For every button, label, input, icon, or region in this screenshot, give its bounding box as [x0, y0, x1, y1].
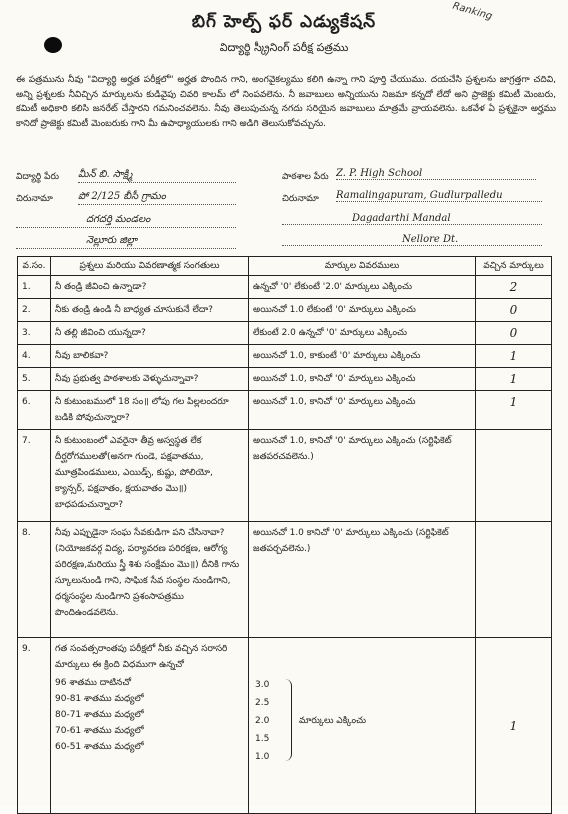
score-points: 1.0 — [255, 752, 270, 762]
row-number: 2. — [18, 299, 51, 322]
address2-line2[interactable]: Dagadarthi Mandal — [282, 213, 542, 225]
row-marks-detail: మార్కులు ఎక్కించు — [299, 716, 367, 726]
row-number: 3. — [18, 322, 51, 345]
row-marks-detail-cell — [249, 638, 476, 814]
address2-line3[interactable]: Nellore Dt. — [282, 234, 542, 246]
row-marks-detail: అయినచో 1.0, కానిచో '0' మార్కులు ఎక్కించు — [249, 391, 476, 430]
row-number: 5. — [18, 368, 51, 391]
header-question: ప్రశ్నలు మరియు వివరణాత్మక సంగతులు — [51, 257, 249, 276]
table-row — [18, 430, 552, 522]
row-marks-detail: అయినచో 1.0 లేకుంటే '0' మార్కులు ఎక్కించు — [249, 299, 476, 322]
row-score[interactable]: 1 — [476, 368, 552, 391]
header-marks-detail: మార్కుల వివరములు — [249, 257, 476, 276]
table-row — [18, 368, 552, 391]
row-marks-detail: అయినచో 1.0, కానిచో '0' మార్కులు ఎక్కించు — [249, 368, 476, 391]
student-name-row — [16, 172, 59, 186]
row-question: నీ కుటుంబములో 18 సం॥ లోపు గల పిల్లలందరూ బడికి పోవుచున్నారా? — [51, 391, 249, 430]
row-score[interactable]: 0 — [476, 299, 552, 322]
row-question: నీవు ఎప్పుడైనా సంఘ సేవకుడిగా పని చేసినావా? (నియోజకవర్గ విద్య, పర్యావరణ పరిరక్షణ, ఆరోగ్య పరిరక్షణ,మరియు స్త్రీ శిశు సంక్షేమం మొ॥) దీనికి గాను స్కూలునుండి గాని, సాఘిక సేవ సంస్థల నుండిగాని, ధర్మసంస్థల నుండిగాని ప్రశంసాపత్రము పొందిఉండవలెను. — [51, 522, 249, 638]
address2-label: చిరునామా — [282, 194, 319, 204]
score-points: 2.5 — [255, 698, 270, 708]
row-number: 1. — [18, 276, 51, 299]
row-number: 8. — [18, 522, 51, 638]
address-line2[interactable]: దగదర్తి మండలం — [16, 213, 236, 228]
row-question: నీ తల్లి జీవించి యున్నదా? — [51, 322, 249, 345]
form-title: బిగ్ హెల్ప్ ఫర్ ఎడ్యుకేషన్ — [191, 12, 377, 32]
address-label: చిరునామా — [16, 194, 53, 204]
row-marks-detail: లేకుంటే 2.0 ఉన్నచో '0' మార్కులు ఎక్కించు — [249, 322, 476, 345]
address-line3[interactable]: నెల్లూరు జిల్లా — [16, 234, 236, 249]
screening-table — [17, 256, 552, 814]
brace-icon — [285, 679, 292, 761]
row-marks-detail: అయినచో 1.0 కానిచో '0' మార్కులు ఎక్కించు (సర్టిఫికెట్ జతపర్చవలెను.) — [249, 522, 476, 638]
score-range-item: 80-71 శాతము మధ్యలో — [55, 710, 144, 720]
student-name-label: విద్యార్థి పేరు — [16, 172, 59, 182]
address-value[interactable]: పో 2/125 బీసీ గ్రామం — [78, 190, 236, 205]
score-points: 3.0 — [255, 680, 270, 690]
row-number: 4. — [18, 345, 51, 368]
intro-paragraph: ఈ పత్రమును నీవు "విద్యార్థి అర్హత పరీక్షలో" అర్హత పొందిన గాని, అంగవైకల్యము కలిగి ఉన్నా గాని పూర్తి చేయుము. దయచేసి ప్రశ్నలను జాగ్రత్తగా చదివి, అన్ని ప్రశ్నలకు నీవిచ్చిన మార్కులను కుడివైపు చివరి కాలమ్ లో నింపవలెను. నీ జవాబులు అన్నియును నిజమా కన్నదో లేదో అని ప్రాజెక్టు కమిటీ మెంబరు, కమిటీ అధికారి కలిసి జనరేట్ చేస్తారని గమనించవలెను. నీవు తెలుపుచున్న నగదు సరియైన జవాబులు మాత్రమే వ్రాయవలెను. ఒకవేళ ఏ ప్రశ్నకైనా అర్హము కానిదో ప్రాజెక్టు కమిటీ మెంబరుకు గాని మీ ఉపాధ్యాయులకు గాని అడిగి తెలుసుకోవచ్చును. — [16, 75, 556, 129]
score-points-box — [253, 677, 471, 777]
row-score[interactable] — [476, 522, 552, 638]
row-question: నీవు ప్రభుత్వ పాఠశాలకు వెళ్ళుచున్నావా? — [51, 368, 249, 391]
row-score[interactable]: 1 — [476, 638, 552, 814]
row-marks-detail: అయినచో 1.0, కాకుంటే '0' మార్కులు ఎక్కించు — [249, 345, 476, 368]
school-row — [282, 172, 329, 186]
address2-value[interactable]: Ramalingapuram, Gudlurpalledu — [336, 190, 542, 202]
row-score[interactable] — [476, 430, 552, 522]
score-range-item: 70-61 శాతము మధ్యలో — [55, 726, 144, 736]
row-question: గత సంవత్సరాంతపు పరీక్షలో నీకు వచ్చిన సరాసరి మార్కులు ఈ క్రింది విధముగా ఉన్నచో — [55, 644, 228, 670]
school-label: పాఠశాల పేరు — [282, 172, 329, 182]
row-score[interactable]: 1 — [476, 345, 552, 368]
row-number: 7. — [18, 430, 51, 522]
row-question: నీకు తండ్రి ఉండి నీ బాధ్యత చూసుకునే లేదా? — [51, 299, 249, 322]
table-row — [18, 638, 552, 814]
row-question: నీ తండ్రి జీవించి ఉన్నాడా? — [51, 276, 249, 299]
row-question: నీ కుటుంబంలో ఎవరైనా తీవ్ర అస్వస్థత లేక దీర్ఘరోగములతో(అనగా గుండె, పక్షవాతము, మూత్రపిండములు, ఎయిడ్స్, కుష్టు, పోలియో, క్యాన్సర్, పక్షవాతం, క్షయవాతం మొ॥) బాధపడుచున్నారా? — [51, 430, 249, 522]
table-row — [18, 276, 552, 299]
score-range-list — [55, 675, 244, 755]
table-header-row — [18, 257, 552, 276]
score-range-item: 90-81 శాతము మధ్యలో — [55, 694, 144, 704]
row-question-cell — [51, 638, 249, 814]
score-points: 2.0 — [255, 716, 270, 726]
header-sno: వ.సం. — [18, 257, 51, 276]
row-number: 6. — [18, 391, 51, 430]
row-marks-detail: ఉన్నచో '0' లేకుంటే '2.0' మార్కులు ఎక్కించు — [249, 276, 476, 299]
table-row — [18, 345, 552, 368]
score-range-item: 60-51 శాతము మధ్యలో — [55, 742, 144, 752]
table-row — [18, 391, 552, 430]
table-row — [18, 522, 552, 638]
row-score[interactable]: 2 — [476, 276, 552, 299]
row-question: నీవు బాలికవా? — [51, 345, 249, 368]
address2-row — [282, 194, 319, 208]
row-number: 9. — [18, 638, 51, 814]
header-score: వచ్చిన మార్కులు — [476, 257, 552, 276]
row-score[interactable]: 0 — [476, 322, 552, 345]
table-row — [18, 322, 552, 345]
score-range-item: 96 శాతము దాటినచో — [55, 678, 132, 688]
form-subtitle: విద్యార్థి స్క్రీనింగ్ పరీక్ష పత్రము — [219, 41, 349, 54]
score-points: 1.5 — [255, 734, 270, 744]
corner-note: Ranking — [451, 0, 494, 23]
address-row — [16, 194, 53, 208]
table-row — [18, 299, 552, 322]
school-value[interactable]: Z. P. High School — [336, 168, 536, 180]
row-marks-detail: అయినచో 1.0, కానిచో '0' మార్కులు ఎక్కించు (సర్టిఫికెట్ జతపరచవలెను.) — [249, 430, 476, 522]
student-name-value[interactable]: మీన్ బి. సాక్ష్మి — [78, 168, 236, 183]
row-score[interactable]: 1 — [476, 391, 552, 430]
